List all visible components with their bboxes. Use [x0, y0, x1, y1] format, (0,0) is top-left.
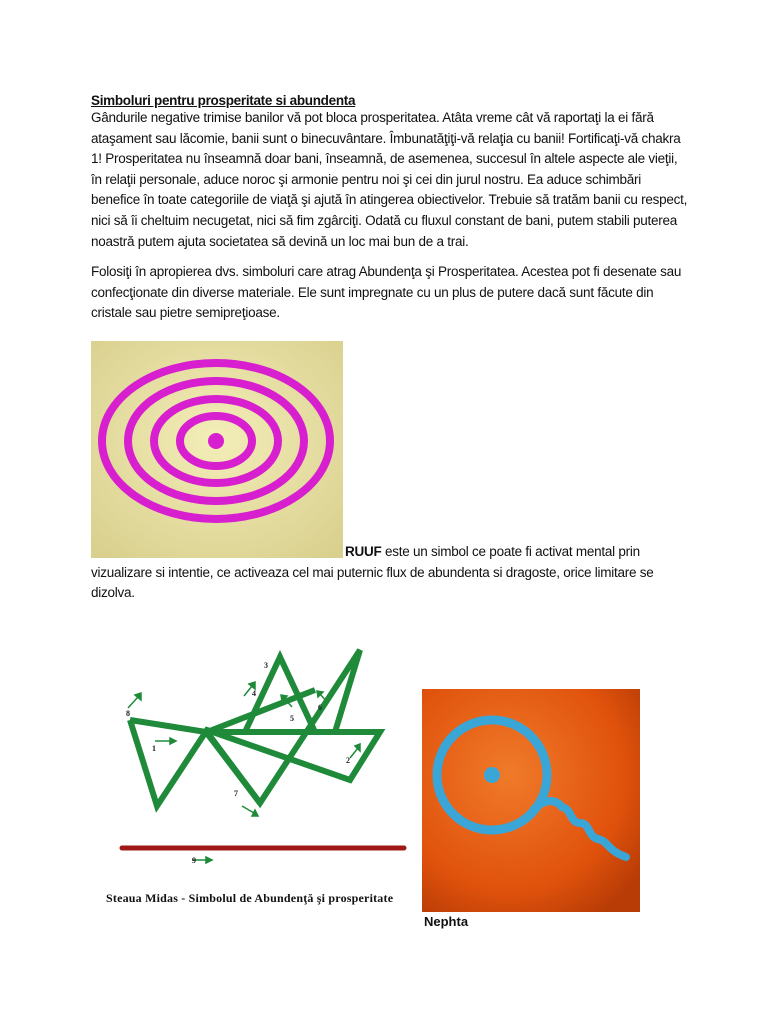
- midas-step-9: 9: [192, 856, 196, 865]
- intro-paragraph: Gândurile negative trimise banilor vă pot bloca prosperitatea. Atâta vreme cât vă raportaţi la ei fără ataşament sau lăcomie, banii sunt o binecuvântare. Îmbunatăţiţi-vă relaţia cu banii! Fortificaţi-vă chakra 1! Prosperitatea nu înseamnă doar bani, înseamnă, de asemenea, succesul în altele aspecte ale vieţii, în relaţii personale, aduce noroc şi armonie pentru noi şi cei din jurul nostru. Ea aduce schimbări benefice în toate categoriile de viaţă şi ajută în atingerea obiectivelor. Trebuie să tratăm banii cu respect, nici să îi cheltuim necugetat, nici să fim zgârciţi. Odată cu fluxul constant de bani, putem stabili puterea noastră putem ajuta societatea să devină un loc mai bun de a trai.: [91, 110, 688, 249]
- midas-step-8: 8: [126, 709, 130, 718]
- ruuf-text: este un simbol ce poate fi activat mental prin vizualizare si intentie, ce activeaza cel mai puternic flux de abundenta si dragoste, orice limitare se dizolva.: [91, 544, 654, 601]
- midas-step-2: 2: [346, 756, 350, 765]
- midas-star-image: [110, 630, 410, 880]
- ruuf-name: RUUF: [345, 544, 382, 559]
- symbols-paragraph: Folosiţi în apropierea dvs. simboluri care atrag Abundenţa şi Prosperitatea. Acestea pot fi desenate sau confecţionate din diverse materiale. Ele sunt impregnate cu un plus de putere dacă sunt făcute din cristale sau pietre semipreţioase.: [91, 264, 682, 321]
- midas-step-4: 4: [252, 689, 256, 698]
- midas-star-path-2: [207, 650, 360, 803]
- nephta-caption: Nephta: [424, 914, 469, 929]
- midas-step-1: 1: [152, 744, 156, 753]
- page-title: Simboluri pentru prosperitate si abundenta: [91, 93, 356, 108]
- midas-step-7: 7: [234, 789, 238, 798]
- midas-step-6: 6: [318, 703, 322, 712]
- nephta-symbol-image: [422, 689, 640, 912]
- ruuf-symbol-image: [91, 341, 343, 558]
- midas-caption: Steaua Midas - Simbolul de Abundenţă şi prosperitate: [106, 891, 394, 905]
- nephta-center-dot: [484, 767, 500, 783]
- ruuf-center-dot: [208, 433, 224, 449]
- midas-star-lines: [130, 650, 380, 806]
- nephta-background: [422, 689, 640, 912]
- midas-step-5: 5: [290, 714, 294, 723]
- midas-step-3: 3: [264, 661, 268, 670]
- ruuf-description: [91, 542, 691, 604]
